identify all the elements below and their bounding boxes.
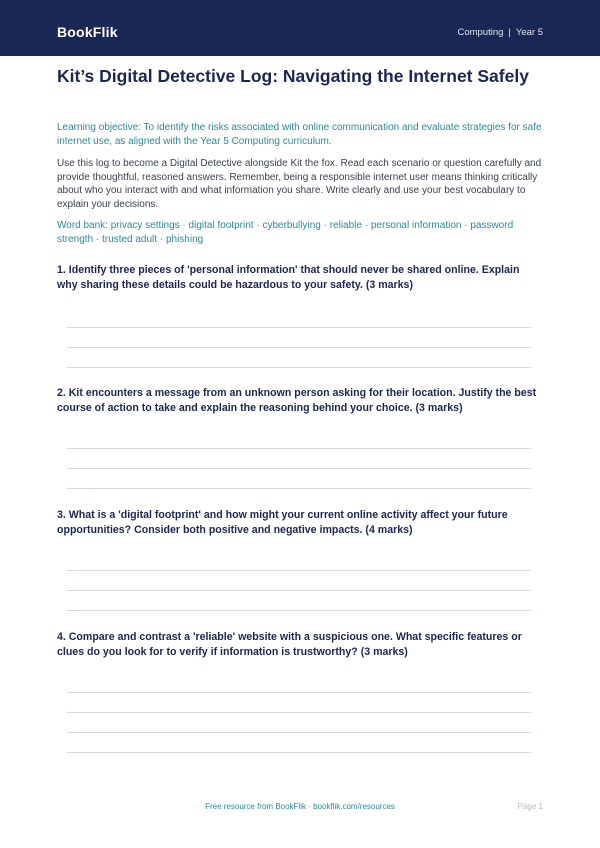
page-number: Page 1 (517, 802, 543, 811)
answer-line[interactable] (67, 570, 531, 571)
intro-paragraph: Use this log to become a Digital Detective alongside Kit the fox. Read each scenario or question carefully and provide thoughtful, reasoned answers. Remember, being a responsible internet user means thinking critically about who you interact with and what information you share. Write clearly and use your best vocabulary to explain your decisions. (57, 158, 542, 210)
year-label: Year 5 (515, 27, 543, 38)
footer-credit[interactable]: Free resource from BookFlik · bookflik.com/resources (205, 802, 395, 811)
question-2: 2. Kit encounters a message from an unknown person asking for their location. Justify the best course of action to take and explain the reasoning behind your choice. (3 marks) (57, 387, 537, 414)
subject-label: Computing (457, 27, 504, 38)
question-3: 3. What is a 'digital footprint' and how might your current online activity affect your future opportunities? Consider both positive and negative impacts. (4 marks) (57, 509, 508, 536)
answer-line[interactable] (67, 752, 531, 753)
answer-line[interactable] (67, 347, 531, 348)
answer-line[interactable] (67, 590, 531, 591)
answer-line[interactable] (67, 610, 531, 611)
answer-line[interactable] (67, 732, 531, 733)
learning-objective: Learning objective: To identify the risks associated with online communication and evaluate strategies for safe internet use, as aligned with the Year 5 Computing curriculum. (57, 122, 542, 147)
answer-line[interactable] (67, 692, 531, 693)
answer-line[interactable] (67, 488, 531, 489)
header-separator: | (508, 27, 511, 38)
answer-line[interactable] (67, 712, 531, 713)
answer-line[interactable] (67, 327, 531, 328)
question-4: 4. Compare and contrast a 'reliable' website with a suspicious one. What specific features or clues do you look for to verify if information is trustworthy? (3 marks) (57, 631, 522, 658)
header-meta (457, 27, 543, 38)
word-bank: Word bank: privacy settings · digital footprint · cyberbullying · reliable · personal information · password strength · trusted adult · phishing (57, 220, 514, 245)
question-1: 1. Identify three pieces of 'personal information' that should never be shared online. Explain why sharing these details could be hazardous to your safety. (3 marks) (57, 264, 520, 291)
page-title: Kit’s Digital Detective Log: Navigating the Internet Safely (57, 66, 529, 86)
answer-line[interactable] (67, 367, 531, 368)
answer-line[interactable] (67, 448, 531, 449)
answer-line[interactable] (67, 468, 531, 469)
brand-logo: BookFlik (57, 24, 118, 40)
page-header (0, 0, 600, 56)
